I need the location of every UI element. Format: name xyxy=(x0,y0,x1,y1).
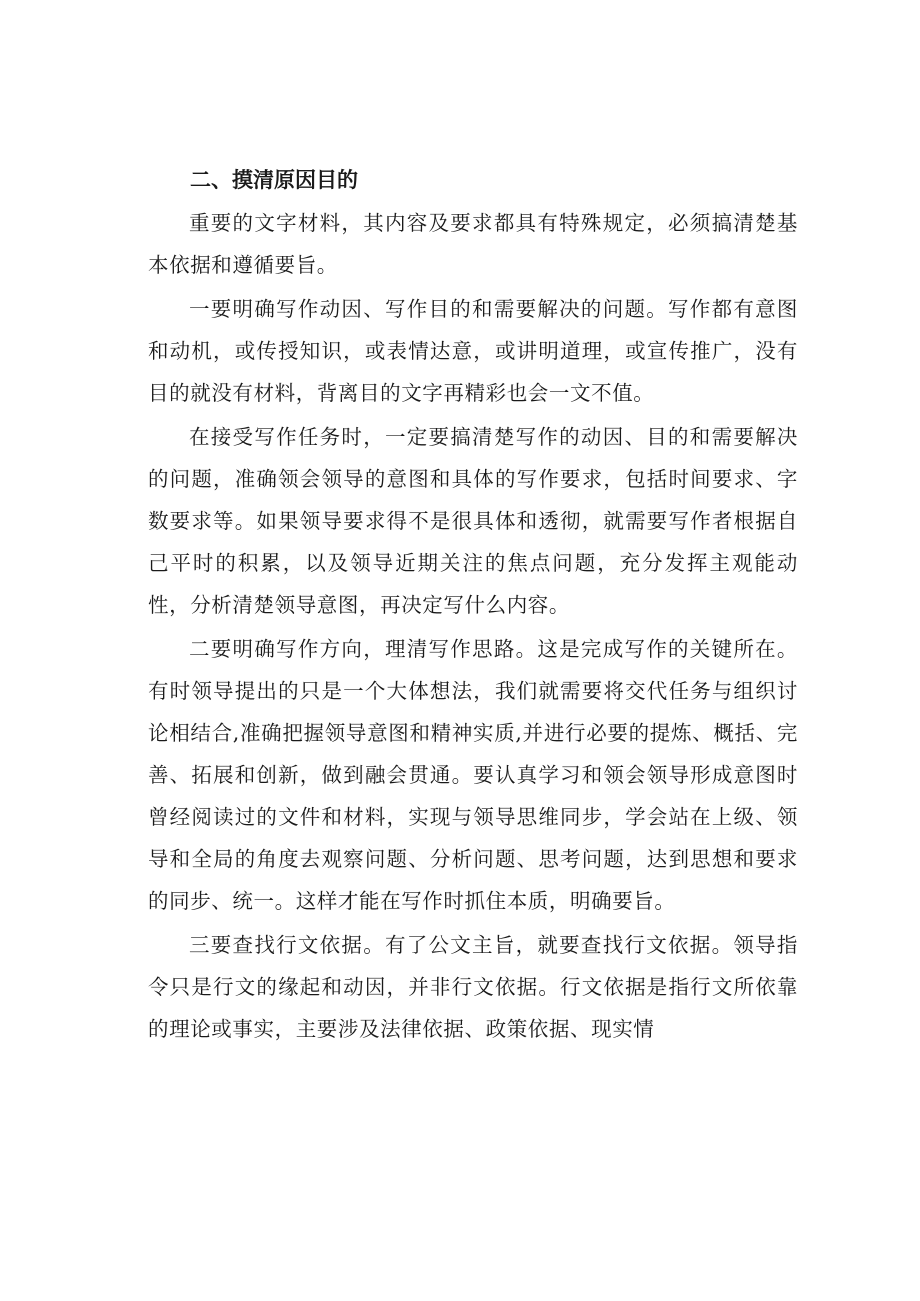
paragraph-4: 二要明确写作方向，理清写作思路。这是完成写作的关键所在。有时领导提出的只是一个大体想法，我们就需要将交代任务与组织讨论相结合,准确把握领导意图和精神实质,并进行必要的提炼、概括、完善、拓展和创新，做到融会贯通。要认真学习和领会领导形成意图时曾经阅读过的文件和材料，实现与领导思维同步，学会站在上级、领导和全局的角度去观察问题、分析问题、思考问题，达到思想和要求的同步、统一。这样才能在写作时抓住本质，明确要旨。 xyxy=(148,637,798,913)
paragraph-3: 在接受写作任务时，一定要搞清楚写作的动因、目的和需要解决的问题，准确领会领导的意图和具体的写作要求，包括时间要求、字数要求等。如果领导要求得不是很具体和透彻，就需要写作者根据自己平时的积累，以及领导近期关注的焦点问题，充分发挥主观能动性，分析清楚领导意图，再决定写什么内容。 xyxy=(148,425,798,617)
document-page xyxy=(148,158,798,1052)
paragraph-2: 一要明确写作动因、写作目的和需要解决的问题。写作都有意图和动机，或传授知识，或表情达意，或讲明道理，或宣传推广，没有目的就没有材料，背离目的文字再精彩也会一文不值。 xyxy=(148,297,798,405)
section-heading: 二、摸清原因目的 xyxy=(190,168,358,192)
paragraph-5: 三要查找行文依据。有了公文主旨，就要查找行文依据。领导指令只是行文的缘起和动因，并非行文依据。行文依据是指行文所依靠的理论或事实，主要涉及法律依据、政策依据、现实情 xyxy=(148,933,798,1041)
paragraph-1: 重要的文字材料，其内容及要求都具有特殊规定，必须搞清楚基本依据和遵循要旨。 xyxy=(148,211,798,277)
